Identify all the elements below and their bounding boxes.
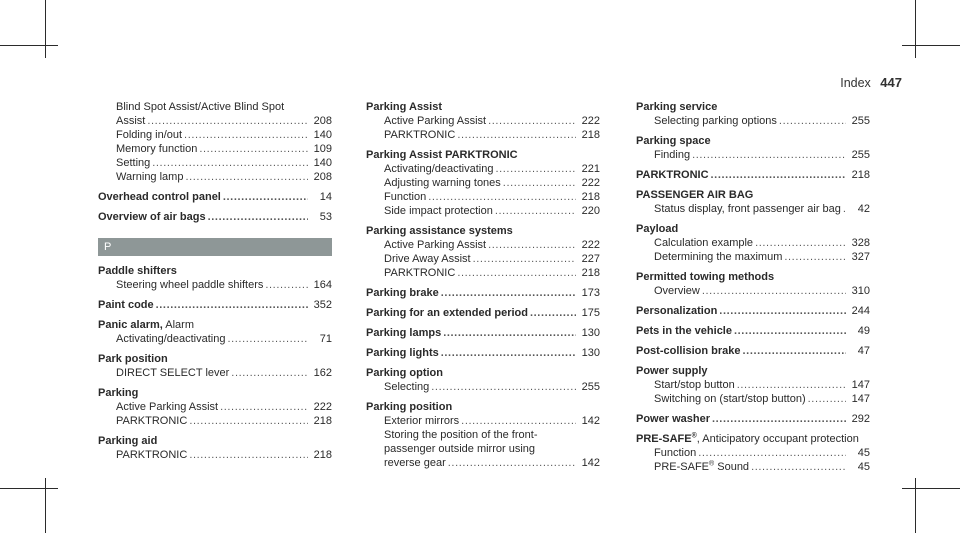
index-entry: Blind Spot Assist/Active Blind Spot <box>116 101 285 113</box>
index-entry[interactable]: Personalization ..... 244 <box>636 304 870 318</box>
index-heading: Panic alarm, Alarm <box>98 319 195 331</box>
index-entry[interactable]: Side impact protection ..... 220 <box>366 204 600 218</box>
index-heading: Parking <box>98 387 139 399</box>
index-heading: Payload <box>636 223 679 235</box>
crop-mark <box>915 0 916 58</box>
index-entry[interactable]: PARKTRONIC ..... 218 <box>366 266 600 280</box>
index-heading: PRE-SAFE®, Anticipatory occupant protection <box>636 432 859 445</box>
index-heading: Paddle shifters <box>98 265 177 277</box>
index-entry[interactable]: Selecting ..... 255 <box>366 380 600 394</box>
index-entry[interactable]: Active Parking Assist ..... 222 <box>366 114 600 128</box>
index-entry[interactable]: Function ..... 218 <box>366 190 600 204</box>
page-header <box>840 75 902 90</box>
index-entry[interactable]: Selecting parking options ..... 255 <box>636 114 870 128</box>
section-title: Index <box>840 76 871 90</box>
index-entry[interactable]: Parking lamps ..... 130 <box>366 326 600 340</box>
index-entry[interactable]: Power washer ..... 292 <box>636 412 870 426</box>
index-entry[interactable]: Adjusting warning tones ..... 222 <box>366 176 600 190</box>
index-entry[interactable]: Switching on (start/stop button) ..... 147 <box>636 392 870 406</box>
index-entry[interactable]: Overhead control panel ..... 14 <box>98 190 332 204</box>
index-heading: Parking space <box>636 135 711 147</box>
index-entry[interactable]: Warning lamp ..... 208 <box>98 170 332 184</box>
index-heading: Parking aid <box>98 435 158 447</box>
crop-mark <box>45 478 46 533</box>
index-entry[interactable]: Parking for an extended period ..... 175 <box>366 306 600 320</box>
index-column-1 <box>98 100 332 462</box>
crop-mark <box>0 45 58 46</box>
index-heading: Parking position <box>366 401 453 413</box>
index-heading: Parking Assist <box>366 101 443 113</box>
index-entry[interactable]: Determining the maximum ..... 327 <box>636 250 870 264</box>
index-entry[interactable]: Drive Away Assist ..... 227 <box>366 252 600 266</box>
index-entry[interactable]: Activating/deactivating ..... 71 <box>98 332 332 346</box>
index-entry[interactable]: Active Parking Assist ..... 222 <box>98 400 332 414</box>
section-letter-p: P <box>98 238 332 256</box>
index-entry[interactable]: PRE-SAFE® Sound ..... 45 <box>636 460 870 474</box>
index-entry[interactable]: Finding ..... 255 <box>636 148 870 162</box>
index-heading: Parking service <box>636 101 718 113</box>
index-entry[interactable]: reverse gear ..... 142 <box>366 456 600 470</box>
index-entry[interactable]: Activating/deactivating ..... 221 <box>366 162 600 176</box>
crop-mark <box>45 0 46 58</box>
index-entry[interactable]: Parking lights ..... 130 <box>366 346 600 360</box>
page-number: 447 <box>880 75 902 90</box>
index-entry[interactable]: Calculation example ..... 328 <box>636 236 870 250</box>
index-column-2 <box>366 100 600 470</box>
index-entry: Storing the position of the front- <box>384 429 538 441</box>
index-entry[interactable]: PARKTRONIC ..... 218 <box>366 128 600 142</box>
index-entry[interactable]: Assist ..... 208 <box>98 114 332 128</box>
index-entry[interactable]: Paint code ..... 352 <box>98 298 332 312</box>
index-entry[interactable]: Status display, front passenger air bag ..... 42 <box>636 202 870 216</box>
index-heading: Parking Assist PARKTRONIC <box>366 149 518 161</box>
index-column-3 <box>636 100 870 474</box>
index-entry[interactable]: Overview of air bags ..... 53 <box>98 210 332 224</box>
index-entry[interactable]: Folding in/out ..... 140 <box>98 128 332 142</box>
index-entry[interactable]: Post-collision brake ..... 47 <box>636 344 870 358</box>
crop-mark <box>902 488 960 489</box>
index-heading: Power supply <box>636 365 708 377</box>
index-entry[interactable]: PARKTRONIC ..... 218 <box>98 448 332 462</box>
index-heading: Park position <box>98 353 168 365</box>
index-entry[interactable]: Overview ..... 310 <box>636 284 870 298</box>
index-heading: Parking assistance systems <box>366 225 513 237</box>
index-entry[interactable]: Setting ..... 140 <box>98 156 332 170</box>
index-entry[interactable]: DIRECT SELECT lever ..... 162 <box>98 366 332 380</box>
index-entry[interactable]: Active Parking Assist ..... 222 <box>366 238 600 252</box>
index-entry[interactable]: Pets in the vehicle ..... 49 <box>636 324 870 338</box>
index-entry[interactable]: Memory function ..... 109 <box>98 142 332 156</box>
index-entry[interactable]: PARKTRONIC ..... 218 <box>636 168 870 182</box>
index-entry[interactable]: Parking brake ..... 173 <box>366 286 600 300</box>
index-heading: Permitted towing methods <box>636 271 775 283</box>
index-entry[interactable]: Start/stop button ..... 147 <box>636 378 870 392</box>
index-entry: passenger outside mirror using <box>384 443 536 455</box>
index-entry[interactable]: Function ..... 45 <box>636 446 870 460</box>
index-entry[interactable]: Exterior mirrors ..... 142 <box>366 414 600 428</box>
index-heading: Parking option <box>366 367 443 379</box>
index-entry[interactable]: PARKTRONIC ..... 218 <box>98 414 332 428</box>
index-entry[interactable]: Steering wheel paddle shifters ..... 164 <box>98 278 332 292</box>
crop-mark <box>0 488 58 489</box>
crop-mark <box>902 45 960 46</box>
crop-mark <box>915 478 916 533</box>
index-heading: PASSENGER AIR BAG <box>636 189 754 201</box>
